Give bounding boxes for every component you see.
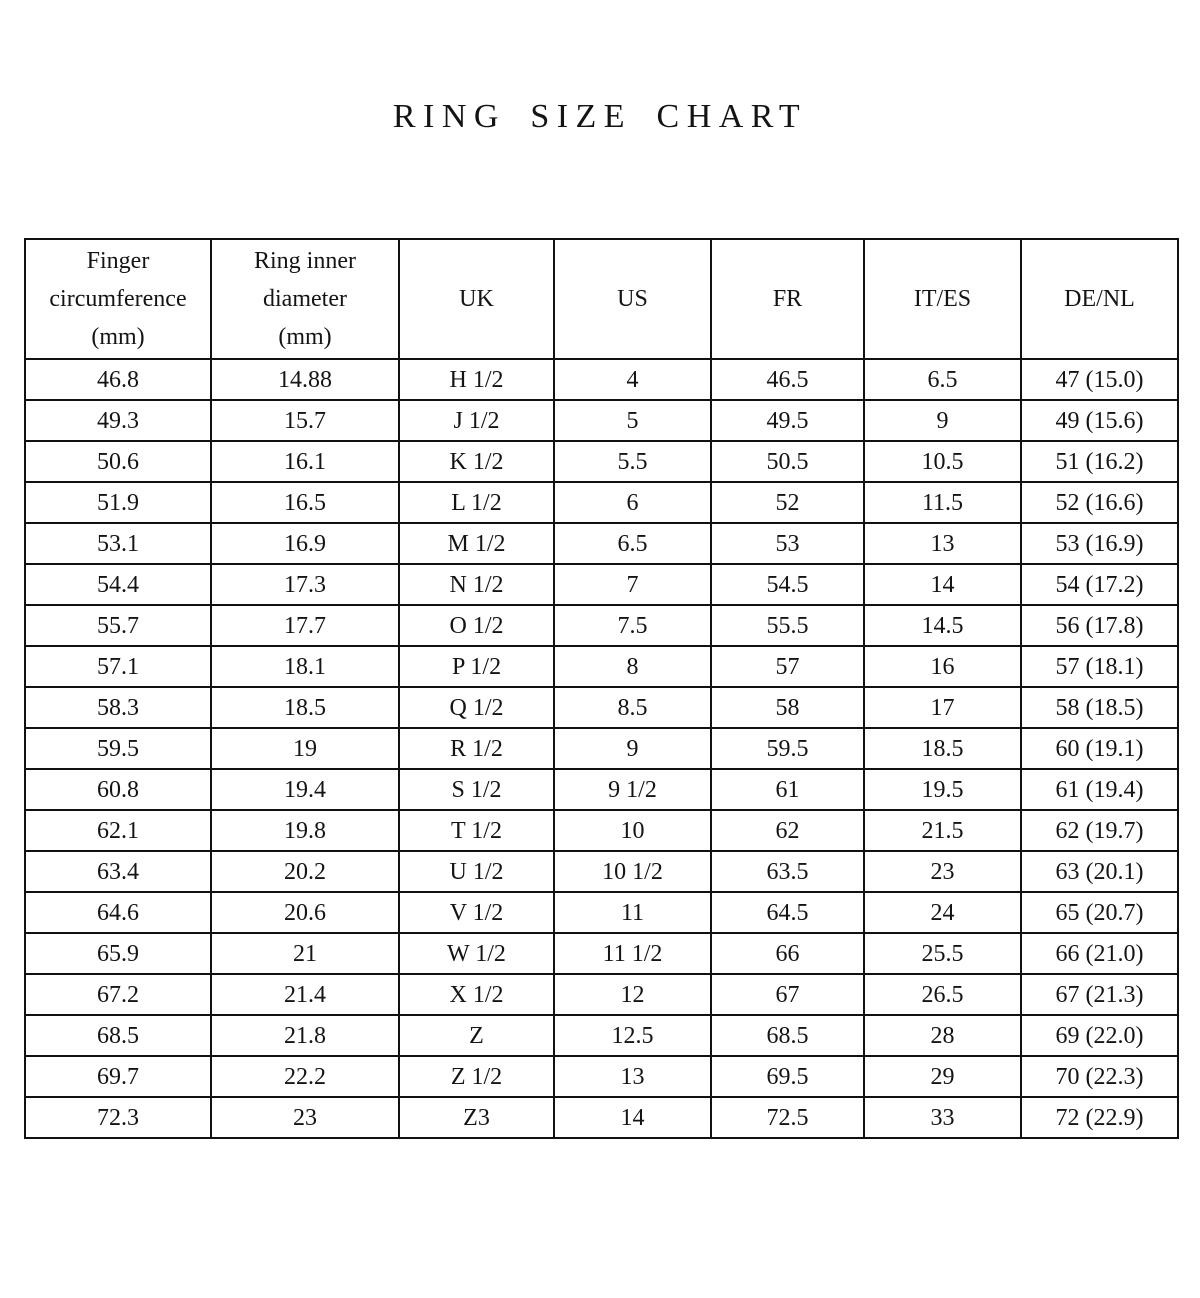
table-row [25,564,1178,605]
table-cell: 68.5 [711,1015,864,1056]
table-cell: P 1/2 [399,646,554,687]
table-cell: 50.6 [25,441,211,482]
table-cell: 5 [554,400,711,441]
table-cell: 8 [554,646,711,687]
column-header: UK [399,239,554,359]
table-cell: 19.4 [211,769,399,810]
table-cell: 17 [864,687,1021,728]
table-cell: 25.5 [864,933,1021,974]
table-cell: 17.3 [211,564,399,605]
table-row [25,482,1178,523]
table-cell: 16 [864,646,1021,687]
table-row [25,1056,1178,1097]
table-cell: 20.6 [211,892,399,933]
table-cell: 33 [864,1097,1021,1138]
table-cell: L 1/2 [399,482,554,523]
table-cell: 64.6 [25,892,211,933]
table-row [25,728,1178,769]
table-cell: 68.5 [25,1015,211,1056]
ring-size-table [24,238,1179,1139]
table-cell: 62 (19.7) [1021,810,1178,851]
table-cell: 10 [554,810,711,851]
table-cell: 58.3 [25,687,211,728]
table-cell: 9 1/2 [554,769,711,810]
table-cell: 53 [711,523,864,564]
table-cell: 19 [211,728,399,769]
table-cell: 49.3 [25,400,211,441]
column-header: FR [711,239,864,359]
column-header: Ring inner diameter (mm) [211,239,399,359]
table-cell: M 1/2 [399,523,554,564]
table-cell: R 1/2 [399,728,554,769]
table-cell: 65.9 [25,933,211,974]
table-cell: 49 (15.6) [1021,400,1178,441]
table-cell: 59.5 [711,728,864,769]
column-header: US [554,239,711,359]
table-cell: Z [399,1015,554,1056]
table-cell: 66 [711,933,864,974]
table-cell: 63.4 [25,851,211,892]
table-row [25,851,1178,892]
table-cell: 49.5 [711,400,864,441]
table-cell: 21.4 [211,974,399,1015]
table-cell: 26.5 [864,974,1021,1015]
table-cell: 15.7 [211,400,399,441]
table-cell: 18.1 [211,646,399,687]
table-cell: W 1/2 [399,933,554,974]
table-cell: 58 [711,687,864,728]
table-row [25,441,1178,482]
table-cell: 21 [211,933,399,974]
table-row [25,769,1178,810]
table-cell: 55.7 [25,605,211,646]
table-row [25,646,1178,687]
table-cell: 13 [864,523,1021,564]
table-cell: 67.2 [25,974,211,1015]
table-cell: 72.5 [711,1097,864,1138]
table-cell: 10 1/2 [554,851,711,892]
table-cell: 12 [554,974,711,1015]
table-cell: 53 (16.9) [1021,523,1178,564]
table-cell: 18.5 [864,728,1021,769]
table-cell: 14.5 [864,605,1021,646]
table-cell: 72.3 [25,1097,211,1138]
page [0,98,1200,1139]
table-row [25,810,1178,851]
table-cell: 66 (21.0) [1021,933,1178,974]
table-cell: V 1/2 [399,892,554,933]
table-cell: 9 [554,728,711,769]
table-cell: 10.5 [864,441,1021,482]
table-cell: 11.5 [864,482,1021,523]
table-cell: 16.5 [211,482,399,523]
table-cell: H 1/2 [399,359,554,400]
table-head [25,239,1178,359]
table-cell: 20.2 [211,851,399,892]
table-cell: 18.5 [211,687,399,728]
table-row [25,1097,1178,1138]
table-cell: 69.5 [711,1056,864,1097]
table-row [25,687,1178,728]
table-cell: 46.8 [25,359,211,400]
table-cell: 57.1 [25,646,211,687]
table-cell: 11 [554,892,711,933]
table-header-row [25,239,1178,359]
table-cell: 6.5 [554,523,711,564]
table-row [25,400,1178,441]
table-cell: 21.8 [211,1015,399,1056]
table-cell: 61 (19.4) [1021,769,1178,810]
table-cell: O 1/2 [399,605,554,646]
table-cell: 14 [554,1097,711,1138]
table-row [25,892,1178,933]
table-cell: 51.9 [25,482,211,523]
table-body [25,359,1178,1138]
table-cell: 9 [864,400,1021,441]
table-cell: 8.5 [554,687,711,728]
table-cell: 56 (17.8) [1021,605,1178,646]
table-cell: 62 [711,810,864,851]
table-cell: 29 [864,1056,1021,1097]
table-cell: 28 [864,1015,1021,1056]
column-header: IT/ES [864,239,1021,359]
table-cell: 61 [711,769,864,810]
table-cell: Q 1/2 [399,687,554,728]
table-cell: 50.5 [711,441,864,482]
table-cell: 19.8 [211,810,399,851]
table-cell: 14 [864,564,1021,605]
table-cell: 6 [554,482,711,523]
table-cell: 46.5 [711,359,864,400]
table-cell: 59.5 [25,728,211,769]
table-cell: 65 (20.7) [1021,892,1178,933]
table-cell: 6.5 [864,359,1021,400]
table-cell: 21.5 [864,810,1021,851]
table-cell: 11 1/2 [554,933,711,974]
column-header: DE/NL [1021,239,1178,359]
table-cell: N 1/2 [399,564,554,605]
table-row [25,523,1178,564]
table-cell: S 1/2 [399,769,554,810]
table-cell: 16.1 [211,441,399,482]
table-cell: 16.9 [211,523,399,564]
table-row [25,933,1178,974]
table-cell: 7 [554,564,711,605]
table-cell: 57 [711,646,864,687]
table-cell: 69 (22.0) [1021,1015,1178,1056]
table-cell: 24 [864,892,1021,933]
table-cell: T 1/2 [399,810,554,851]
table-cell: 72 (22.9) [1021,1097,1178,1138]
table-cell: 7.5 [554,605,711,646]
table-cell: 14.88 [211,359,399,400]
table-cell: 64.5 [711,892,864,933]
table-cell: 67 (21.3) [1021,974,1178,1015]
table-cell: 60 (19.1) [1021,728,1178,769]
table-cell: 22.2 [211,1056,399,1097]
table-cell: 54 (17.2) [1021,564,1178,605]
table-cell: 23 [211,1097,399,1138]
table-cell: U 1/2 [399,851,554,892]
page-title: RING SIZE CHART [392,98,808,135]
table-cell: 63.5 [711,851,864,892]
table-cell: 12.5 [554,1015,711,1056]
table-row [25,974,1178,1015]
table-cell: 52 (16.6) [1021,482,1178,523]
table-row [25,605,1178,646]
table-cell: 13 [554,1056,711,1097]
column-header: Finger circumference (mm) [25,239,211,359]
table-cell: 23 [864,851,1021,892]
table-row [25,359,1178,400]
table-cell: 53.1 [25,523,211,564]
table-cell: 19.5 [864,769,1021,810]
table-cell: Z 1/2 [399,1056,554,1097]
table-cell: 67 [711,974,864,1015]
table-cell: 4 [554,359,711,400]
table-cell: K 1/2 [399,441,554,482]
table-cell: 52 [711,482,864,523]
table-cell: 54.5 [711,564,864,605]
table-cell: 54.4 [25,564,211,605]
table-cell: 58 (18.5) [1021,687,1178,728]
table-cell: 55.5 [711,605,864,646]
table-cell: 60.8 [25,769,211,810]
table-cell: 47 (15.0) [1021,359,1178,400]
table-row [25,1015,1178,1056]
table-cell: 69.7 [25,1056,211,1097]
table-cell: 51 (16.2) [1021,441,1178,482]
table-cell: 62.1 [25,810,211,851]
table-cell: 57 (18.1) [1021,646,1178,687]
table-cell: 5.5 [554,441,711,482]
table-cell: 70 (22.3) [1021,1056,1178,1097]
table-cell: Z3 [399,1097,554,1138]
table-cell: X 1/2 [399,974,554,1015]
table-cell: 17.7 [211,605,399,646]
table-cell: 63 (20.1) [1021,851,1178,892]
table-cell: J 1/2 [399,400,554,441]
